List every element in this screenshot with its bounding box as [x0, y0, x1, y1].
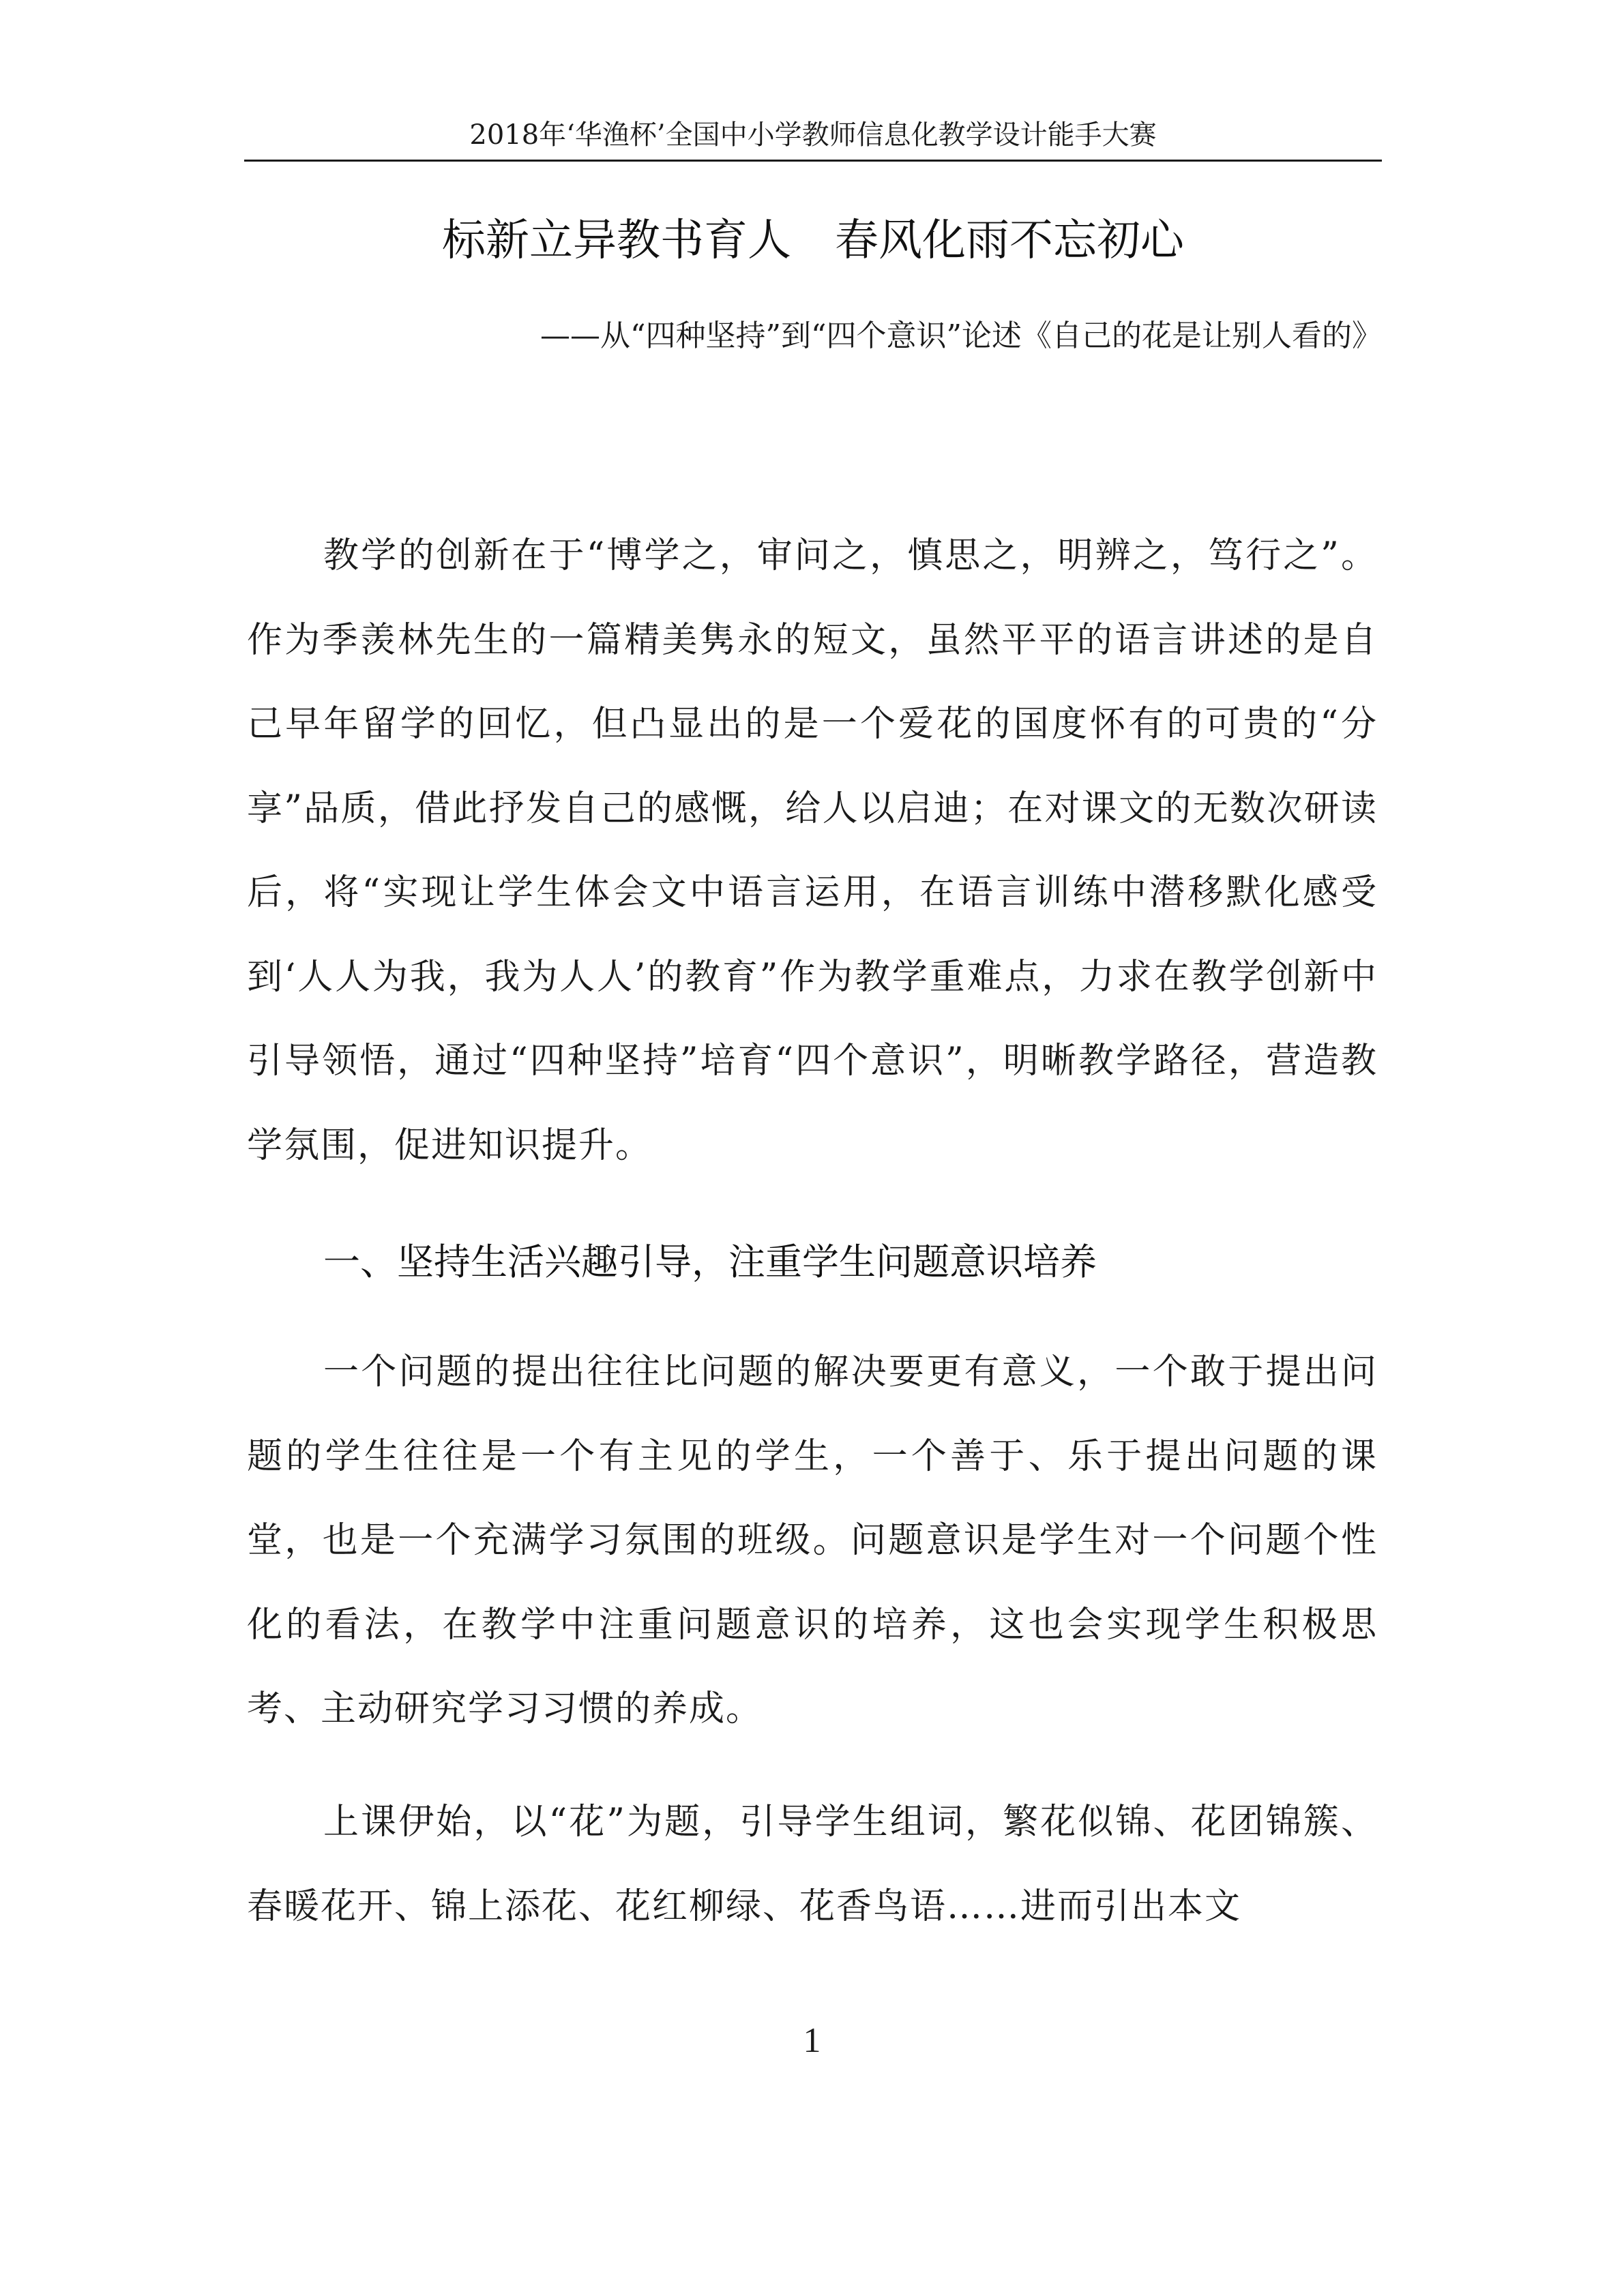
- page-number: 1: [803, 2021, 821, 2060]
- section-heading-1: 一、坚持生活兴趣引导，注重学生问题意识培养: [323, 1240, 1097, 1283]
- running-header: 2018年‘华渔杯’全国中小学教师信息化教学设计能手大赛: [469, 119, 1157, 151]
- body-paragraph-3: 上课伊始，以“花”为题，引导学生组词，繁花似锦、花团锦簇、春暖花开、锦上添花、花红柳绿、花香鸟语……进而引出本文: [247, 1802, 1378, 1927]
- article-title: 标新立异教书育人 春风化雨不忘初心: [442, 215, 1184, 266]
- body-paragraph-1: 教学的创新在于“博学之，审问之，慎思之，明辨之，笃行之”。作为季羡林先生的一篇精美隽永的短文，虽然平平的语言讲述的是自己早年留学的回忆，但凸显出的是一个爱花的国度怀有的可贵的“分享”品质，借此抒发自己的感慨，给人以启迪；在对课文的无数次研读后，将“实现让学生体会文中语言运用，在语言训练中潜移默化感受到‘人人为我，我为人人’的教育”作为教学重难点，力求在教学创新中引导领悟，通过“四种坚持”培育“四个意识”，明晰教学路径，营造教学氛围，促进知识提升。: [247, 535, 1378, 1166]
- header-divider: [244, 160, 1382, 162]
- article-subtitle: ——从“四种坚持”到“四个意识”论述《自己的花是让别人看的》: [540, 318, 1382, 353]
- body-paragraph-2: 一个问题的提出往往比问题的解决要更有意义，一个敢于提出问题的学生往往是一个有主见的学生，一个善于、乐于提出问题的课堂，也是一个充满学习氛围的班级。问题意识是学生对一个问题个性化的看法，在教学中注重问题意识的培养，这也会实现学生积极思考、主动研究学习习惯的养成。: [247, 1352, 1378, 1729]
